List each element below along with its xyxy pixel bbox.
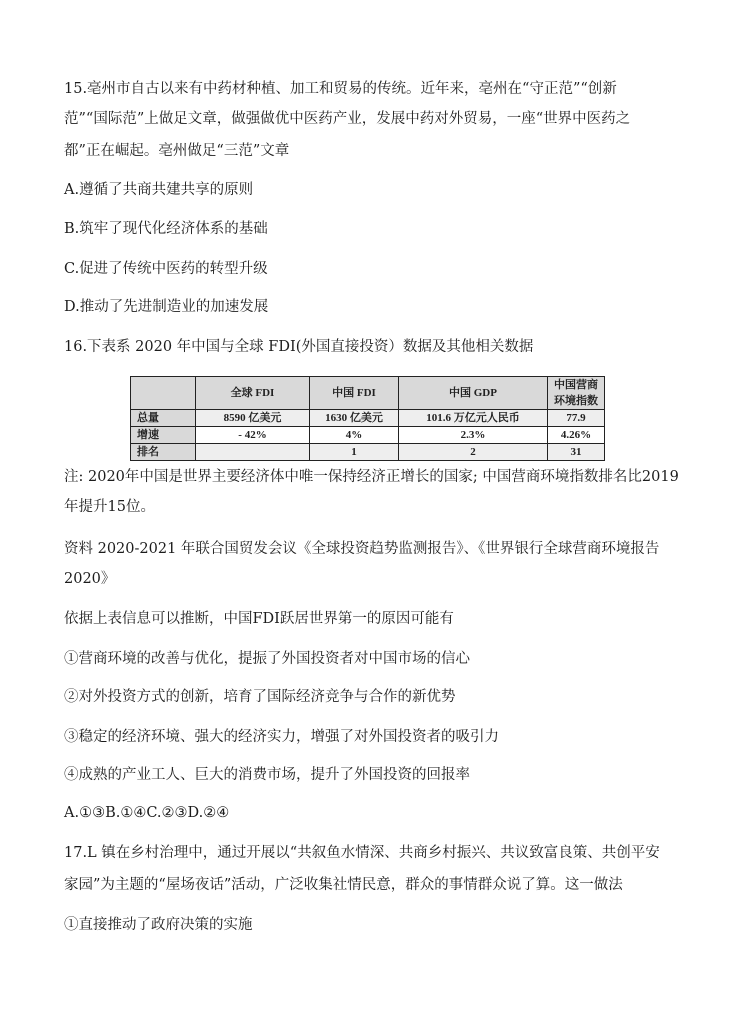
q16-question: 依据上表信息可以推断，中国FDI跃居世界第一的原因可能有 [64, 611, 454, 627]
q16-item-4: ④成熟的产业工人、巨大的消费市场，提升了外国投资的回报率 [64, 767, 470, 783]
table-header-cell [131, 377, 196, 410]
table-cell: 1 [310, 444, 399, 461]
q15-stem-line1: 15.亳州市自古以来有中药材种植、加工和贸易的传统。近年来，亳州在“守正范”“创新 [64, 81, 617, 97]
q16-choices: A.①③B.①④C.②③D.②④ [64, 805, 230, 821]
table-cell: 1630 亿美元 [310, 410, 399, 427]
table-cell: 31 [548, 444, 605, 461]
q17-item-1: ①直接推动了政府决策的实施 [64, 917, 253, 933]
q15-option-c: C.促进了传统中医药的转型升级 [64, 261, 268, 277]
table-cell: 4% [310, 427, 399, 444]
table-row-label: 排名 [131, 444, 196, 461]
table-row [131, 410, 605, 427]
q16-note-line1: 注: 2020年中国是世界主要经济体中唯一保持经济正增长的国家; 中国营商环境指数排名比2019 [64, 469, 679, 485]
q17-stem-line2: 家园”为主题的“屋场夜话”活动，广泛收集社情民意，群众的事情群众说了算。这一做法 [64, 877, 623, 893]
table-cell: 2 [399, 444, 548, 461]
table-cell: 77.9 [548, 410, 605, 427]
table-header-cell: 中国 GDP [399, 377, 548, 410]
table-header-cell: 全球 FDI [196, 377, 310, 410]
table-row-label: 总量 [131, 410, 196, 427]
q15-stem-line2: 范”“国际范”上做足文章，做强做优中医药产业，发展中药对外贸易，一座“世界中医药之 [64, 111, 631, 127]
table-row-label: 增速 [131, 427, 196, 444]
q15-option-b: B.筑牢了现代化经济体系的基础 [64, 221, 268, 237]
q15-option-d: D.推动了先进制造业的加速发展 [64, 299, 269, 315]
table-row [131, 427, 605, 444]
table-row [131, 444, 605, 461]
fdi-data-table [130, 376, 605, 461]
q16-item-3: ③稳定的经济环境、强大的经济实力，增强了对外国投资者的吸引力 [64, 729, 499, 745]
table-header-row [131, 377, 605, 410]
table-cell: 4.26% [548, 427, 605, 444]
q15-option-a: A.遵循了共商共建共享的原则 [64, 182, 254, 198]
table-header-cell: 中国 FDI [310, 377, 399, 410]
q16-item-2: ②对外投资方式的创新，培育了国际经济竞争与合作的新优势 [64, 689, 456, 705]
table-cell: 2.3% [399, 427, 548, 444]
q15-stem-line3: 都”正在崛起。亳州做足“三范”文章 [64, 143, 290, 159]
table-cell: 101.6 万亿元人民币 [399, 410, 548, 427]
q16-item-1: ①营商环境的改善与优化，提振了外国投资者对中国市场的信心 [64, 651, 470, 667]
q16-stem: 16.下表系 2020 年中国与全球 FDI(外国直接投资）数据及其他相关数据 [64, 339, 534, 355]
table-cell: 8590 亿美元 [196, 410, 310, 427]
q16-note-line2: 年提升15位。 [64, 499, 155, 515]
q17-stem-line1: 17.L 镇在乡村治理中，通过开展以“共叙鱼水情深、共商乡村振兴、共议致富良策、共创平安 [64, 845, 660, 861]
q16-source-line1: 资料 2020-2021 年联合国贸发会议《全球投资趋势监测报告》、《世界银行全球营商环境报告 [64, 541, 660, 557]
table-header-cell: 中国营商环境指数 [548, 377, 605, 410]
table-cell [196, 444, 310, 461]
table-cell: - 42% [196, 427, 310, 444]
q16-source-line2: 2020》 [64, 571, 116, 587]
